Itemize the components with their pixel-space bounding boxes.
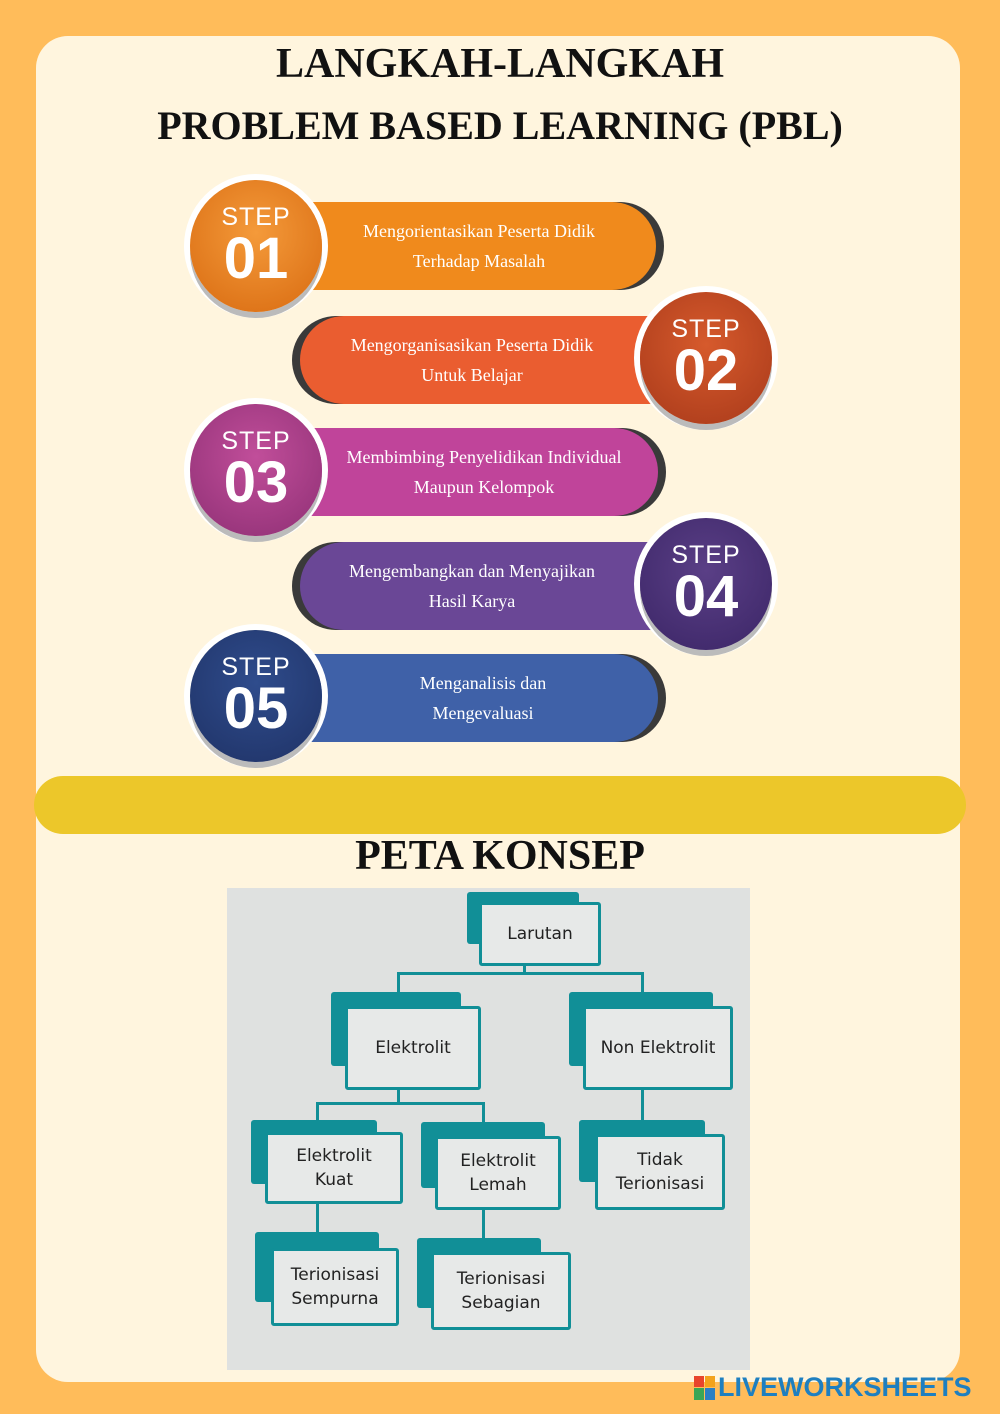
connector <box>397 972 644 975</box>
step-2-badge <box>640 292 772 424</box>
node-elektrolit-label: Elektrolit <box>345 1006 481 1090</box>
node-sebagian-line1: Terionisasi <box>456 1269 546 1289</box>
step-5-badge <box>190 630 322 762</box>
step-3-label: STEP <box>221 427 291 455</box>
node-elektrolit-lemah-label <box>435 1136 561 1210</box>
step-2-number: 02 <box>673 338 739 403</box>
connector <box>482 1102 485 1124</box>
step-5-number: 05 <box>223 676 289 741</box>
step-1-text-line1: Mengorientasikan Peserta Didik <box>363 221 595 241</box>
node-kuat-line2: Kuat <box>314 1170 354 1190</box>
step-4-badge <box>640 518 772 650</box>
step-2-text-line1: Mengorganisasikan Peserta Didik <box>350 335 594 355</box>
node-lemah-line2: Lemah <box>469 1175 527 1195</box>
step-2-text-line2: Untuk Belajar <box>421 365 523 385</box>
step-5-text-line2: Mengevaluasi <box>432 703 534 723</box>
page-title-line2: PROBLEM BASED LEARNING (PBL) <box>157 103 843 148</box>
divider-band <box>34 776 966 834</box>
section-title: PETA KONSEP <box>355 833 645 879</box>
step-1-badge <box>190 180 322 312</box>
node-sempurna-line1: Terionisasi <box>290 1265 380 1285</box>
connector <box>316 1202 319 1234</box>
node-sebagian-line2: Sebagian <box>461 1293 541 1313</box>
node-tidak-label <box>595 1134 725 1210</box>
step-1-text-line2: Terhadap Masalah <box>412 251 546 271</box>
node-elektrolit-kuat-label <box>265 1132 403 1204</box>
node-larutan-label: Larutan <box>479 902 601 966</box>
step-3-text-line2: Maupun Kelompok <box>413 477 555 497</box>
node-non-elektrolit-label: Non Elektrolit <box>583 1006 733 1090</box>
step-4-text-line1: Mengembangkan dan Menyajikan <box>349 561 595 581</box>
step-4-label: STEP <box>671 541 741 569</box>
node-lemah-line1: Elektrolit <box>460 1151 536 1171</box>
node-sebagian-label <box>431 1252 571 1330</box>
step-5-label: STEP <box>221 653 291 681</box>
concept-map <box>227 888 750 1370</box>
connector <box>397 972 400 994</box>
liveworksheets-logo-icon <box>694 1376 714 1400</box>
step-3-text-line1: Membimbing Penyelidikan Individual <box>346 447 622 467</box>
connector <box>482 1208 485 1238</box>
page-title-line1: LANGKAH-LANGKAH <box>275 41 724 87</box>
connector <box>316 1102 485 1105</box>
step-3-number: 03 <box>223 450 289 515</box>
node-tidak-line1: Tidak <box>637 1150 683 1170</box>
step-1-number: 01 <box>223 226 289 291</box>
step-4-text-line2: Hasil Karya <box>428 591 516 611</box>
step-4-number: 04 <box>673 564 739 629</box>
connector <box>641 1088 644 1122</box>
step-1-label: STEP <box>221 203 291 231</box>
node-tidak-line2: Terionisasi <box>615 1174 705 1194</box>
liveworksheets-brand <box>694 1372 972 1403</box>
step-2-label: STEP <box>671 315 741 343</box>
connector <box>641 972 644 994</box>
step-5-text-line1: Menganalisis dan <box>419 673 547 693</box>
node-kuat-line1: Elektrolit <box>296 1146 372 1166</box>
brand-name: LIVEWORKSHEETS <box>718 1372 972 1402</box>
node-sempurna-label <box>271 1248 399 1326</box>
step-3-badge <box>190 404 322 536</box>
node-sempurna-line2: Sempurna <box>291 1289 379 1309</box>
